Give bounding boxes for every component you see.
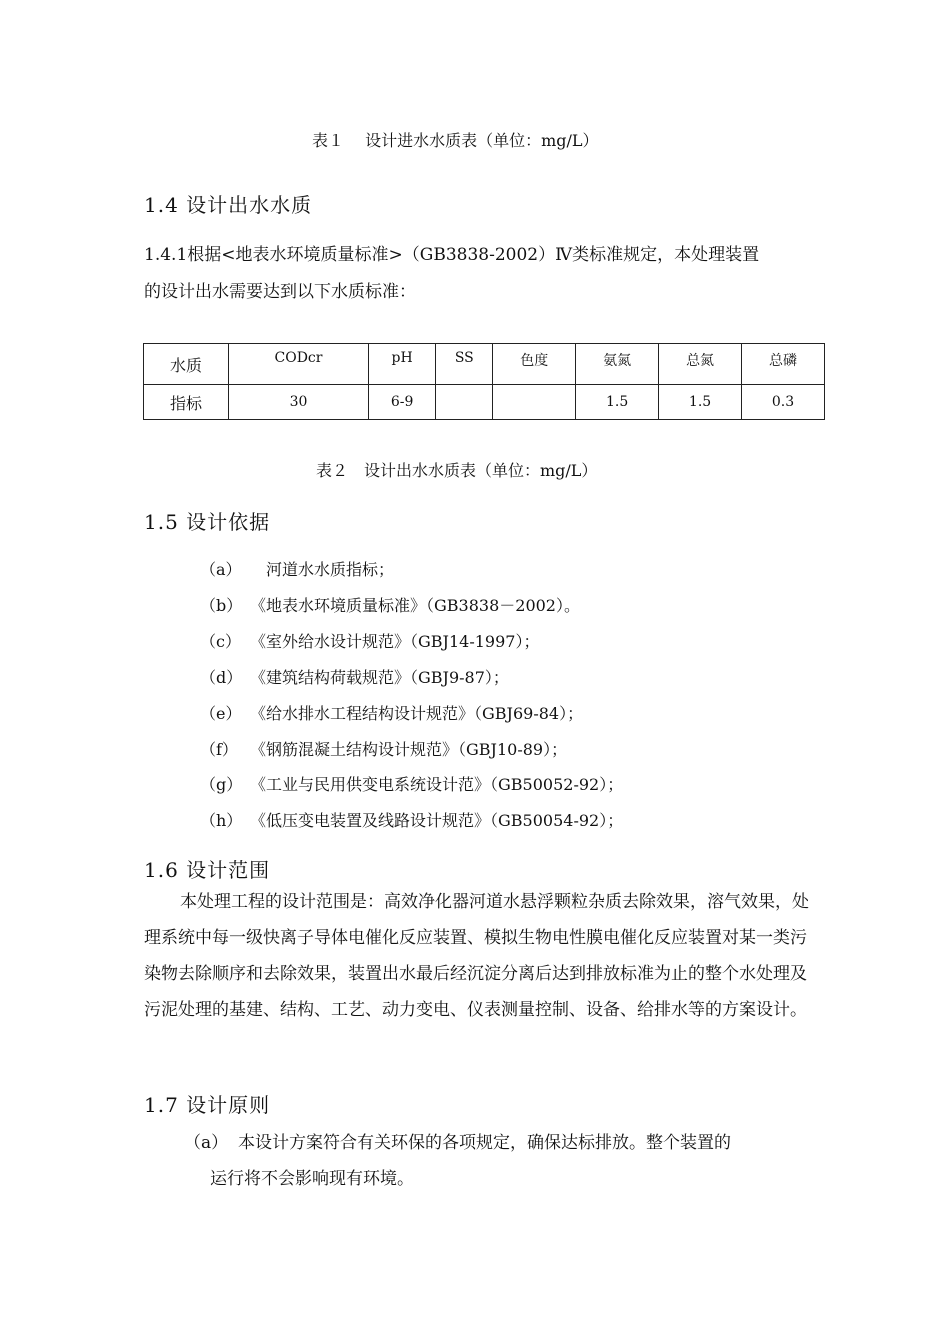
value-ammonia: 1.5 bbox=[576, 385, 659, 420]
value-total-phosphorus: 0.3 bbox=[742, 385, 825, 420]
section-1-5-title: 1.5 设计依据 bbox=[144, 510, 271, 534]
effluent-quality-table bbox=[143, 343, 825, 420]
value-codcr: 30 bbox=[229, 385, 369, 420]
table-row bbox=[144, 344, 825, 385]
principle-a-label: （a） bbox=[184, 1133, 229, 1153]
ref-label: （e） bbox=[200, 704, 242, 723]
list-item bbox=[200, 557, 394, 580]
header-ph: pH bbox=[368, 344, 435, 385]
list-item bbox=[200, 629, 539, 652]
section-1-6-title: 1.6 设计范围 bbox=[144, 858, 271, 882]
ref-text: 《地表水环境质量标准》（GB3838－2002）。 bbox=[250, 596, 580, 615]
ref-label: （c） bbox=[200, 632, 241, 651]
list-item bbox=[200, 665, 509, 688]
table1-caption: 表１ 设计进水水质表（单位：mg/L） bbox=[312, 131, 599, 150]
list-item bbox=[200, 772, 623, 795]
ref-text: 《建筑结构荷载规范》（GBJ9-87）； bbox=[250, 668, 509, 687]
table-row bbox=[144, 385, 825, 420]
header-total-phosphorus: 总磷 bbox=[742, 344, 825, 385]
ref-label: （b） bbox=[200, 596, 243, 615]
row-label-index: 指标 bbox=[144, 385, 229, 420]
section-1-4-title: 1.4 设计出水水质 bbox=[144, 193, 313, 217]
section-1-7-title: 1.7 设计原则 bbox=[144, 1093, 271, 1117]
section-1-4-line1: 1.4.1根据<地表水环境质量标准>（GB3838-2002）Ⅳ类标准规定，本处理装置 bbox=[144, 245, 760, 265]
section-1-6-paragraph: 本处理工程的设计范围是：高效净化器河道水悬浮颗粒杂质去除效果，溶气效果，处理系统中每一级快离子导体电催化反应装置、模拟生物电性膜电催化反应装置对某一类污染物去除顺序和去除效果，装置出水最后经沉淀分离后达到排放标准为止的整个水处理及污泥处理的基建、结构、工艺、动力变电、仪表测量控制、设备、给排水等的方案设计。 bbox=[144, 892, 809, 1020]
header-codcr: CODcr bbox=[229, 344, 369, 385]
list-item bbox=[200, 701, 583, 724]
table2-caption: 表２ 设计出水水质表（单位：mg/L） bbox=[316, 461, 598, 480]
section-1-4-line2: 的设计出水需要达到以下水质标准： bbox=[144, 282, 416, 302]
header-ss: SS bbox=[436, 344, 493, 385]
ref-text: 《室外给水设计规范》（GBJ14-1997）； bbox=[250, 632, 540, 651]
principle-a-line2: 运行将不会影响现有环境。 bbox=[210, 1169, 414, 1189]
value-total-nitrogen: 1.5 bbox=[659, 385, 742, 420]
ref-label: （d） bbox=[200, 668, 243, 687]
list-item bbox=[200, 737, 567, 760]
header-ammonia: 氨氮 bbox=[576, 344, 659, 385]
value-ss bbox=[436, 385, 493, 420]
ref-text: 《低压变电装置及线路设计规范》（GB50054-92）； bbox=[250, 811, 624, 830]
list-item bbox=[200, 593, 580, 616]
ref-text: 《钢筋混凝土结构设计规范》（GBJ10-89）； bbox=[250, 740, 568, 759]
ref-text: 《工业与民用供变电系统设计范》（GB50052-92）； bbox=[250, 775, 624, 794]
value-color bbox=[493, 385, 576, 420]
ref-label: （a） bbox=[200, 560, 242, 579]
list-item bbox=[200, 808, 623, 831]
ref-label: （h） bbox=[200, 811, 243, 830]
value-ph: 6-9 bbox=[368, 385, 435, 420]
ref-label: （g） bbox=[200, 775, 243, 794]
principle-a-line1: 本设计方案符合有关环保的各项规定，确保达标排放。整个装置的 bbox=[238, 1133, 731, 1153]
header-total-nitrogen: 总氮 bbox=[659, 344, 742, 385]
header-color: 色度 bbox=[493, 344, 576, 385]
ref-text: 《给水排水工程结构设计规范》（GBJ69-84）； bbox=[250, 704, 584, 723]
row-label-quality: 水质 bbox=[144, 344, 229, 385]
ref-label: （f） bbox=[200, 740, 238, 759]
ref-text: 河道水水质指标； bbox=[250, 560, 395, 579]
